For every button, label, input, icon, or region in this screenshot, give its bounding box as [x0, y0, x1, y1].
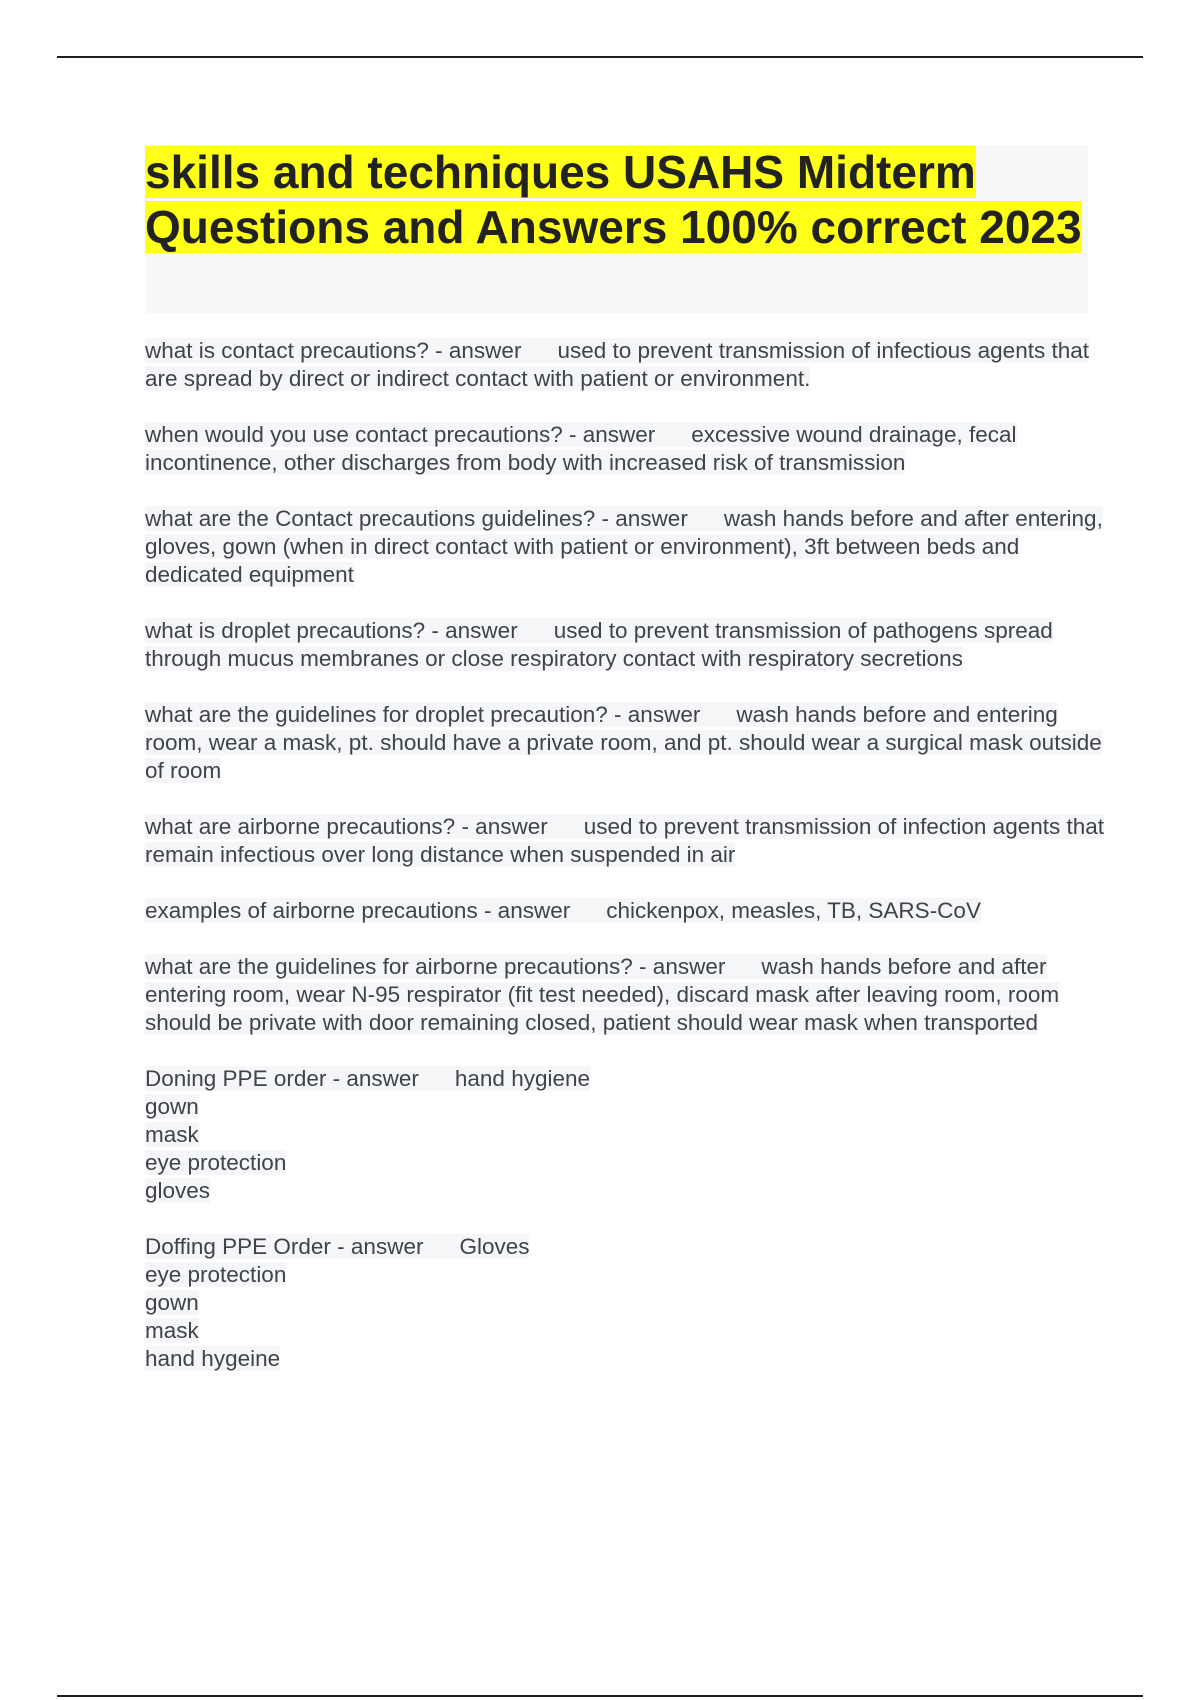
qa-answer: wash hands before and entering room, wear a mask, pt. should have a private room, and pt. should wear a surgical mask outside of room: [145, 702, 1102, 783]
doffing-step: eye protection: [145, 1262, 287, 1287]
bottom-rule: [57, 1695, 1143, 1697]
doffing-steps: [145, 1261, 1105, 1373]
qa-answer: used to prevent transmission of infectious agents that are spread by direct or indirect contact with patient or environment.: [145, 338, 1089, 391]
title-highlight: skills and techniques USAHS Midterm Questions and Answers 100% correct 2023: [145, 146, 1082, 253]
qa-item-donning-order: [145, 1065, 1105, 1205]
qa-question: Doning PPE order - answer: [145, 1066, 419, 1091]
qa-question: examples of airborne precautions - answer: [145, 898, 571, 923]
qa-item-droplet-precautions: [145, 617, 1105, 673]
qa-item-contact-precautions: [145, 337, 1105, 393]
qa-item-doffing-order: [145, 1233, 1105, 1373]
document-title: [145, 145, 1088, 255]
top-rule: [57, 56, 1143, 58]
qa-answer: hand hygiene: [454, 1066, 591, 1091]
doffing-step: hand hygeine: [145, 1346, 281, 1371]
qa-answer: used to prevent transmission of pathogens spread through mucus membranes or close respiratory contact with respiratory secretions: [145, 618, 1053, 671]
qa-answer: used to prevent transmission of infection agents that remain infectious over long distance when suspended in air: [145, 814, 1105, 867]
qa-question: what is droplet precautions? - answer: [145, 618, 518, 643]
qa-item-when-contact: [145, 421, 1105, 477]
qa-question: when would you use contact precautions? - answer: [145, 422, 656, 447]
donning-step: mask: [145, 1122, 199, 1147]
qa-question: what are the guidelines for droplet precaution? - answer: [145, 702, 701, 727]
qa-item-airborne-precautions: [145, 813, 1105, 869]
qa-question: what are the Contact precautions guidelines? - answer: [145, 506, 688, 531]
qa-list: [145, 337, 1105, 1401]
donning-steps: [145, 1093, 1105, 1205]
qa-question: what are the guidelines for airborne precautions? - answer: [145, 954, 726, 979]
qa-question: what is contact precautions? - answer: [145, 338, 522, 363]
doffing-step: gown: [145, 1290, 199, 1315]
qa-question: what are airborne precautions? - answer: [145, 814, 548, 839]
qa-item-airborne-guidelines: [145, 953, 1105, 1037]
qa-item-contact-guidelines: [145, 505, 1105, 589]
qa-answer: wash hands before and after entering room, wear N-95 respirator (fit test needed), discard mask after leaving room, room should be private with door remaining closed, patient should wear mask when transported: [145, 954, 1060, 1035]
qa-answer: Gloves: [459, 1234, 530, 1259]
qa-question: Doffing PPE Order - answer: [145, 1234, 424, 1259]
qa-item-droplet-guidelines: [145, 701, 1105, 785]
qa-answer: excessive wound drainage, fecal incontinence, other discharges from body with increased risk of transmission: [145, 422, 1017, 475]
donning-step: gown: [145, 1094, 199, 1119]
title-block: [145, 145, 1088, 313]
donning-step: gloves: [145, 1178, 211, 1203]
qa-answer: wash hands before and after entering, gloves, gown (when in direct contact with patient or environment), 3ft between beds and dedicated equipment: [145, 506, 1103, 587]
qa-answer: chickenpox, measles, TB, SARS-CoV: [606, 898, 981, 923]
doffing-step: mask: [145, 1318, 199, 1343]
qa-item-airborne-examples: [145, 897, 1105, 925]
donning-step: eye protection: [145, 1150, 287, 1175]
